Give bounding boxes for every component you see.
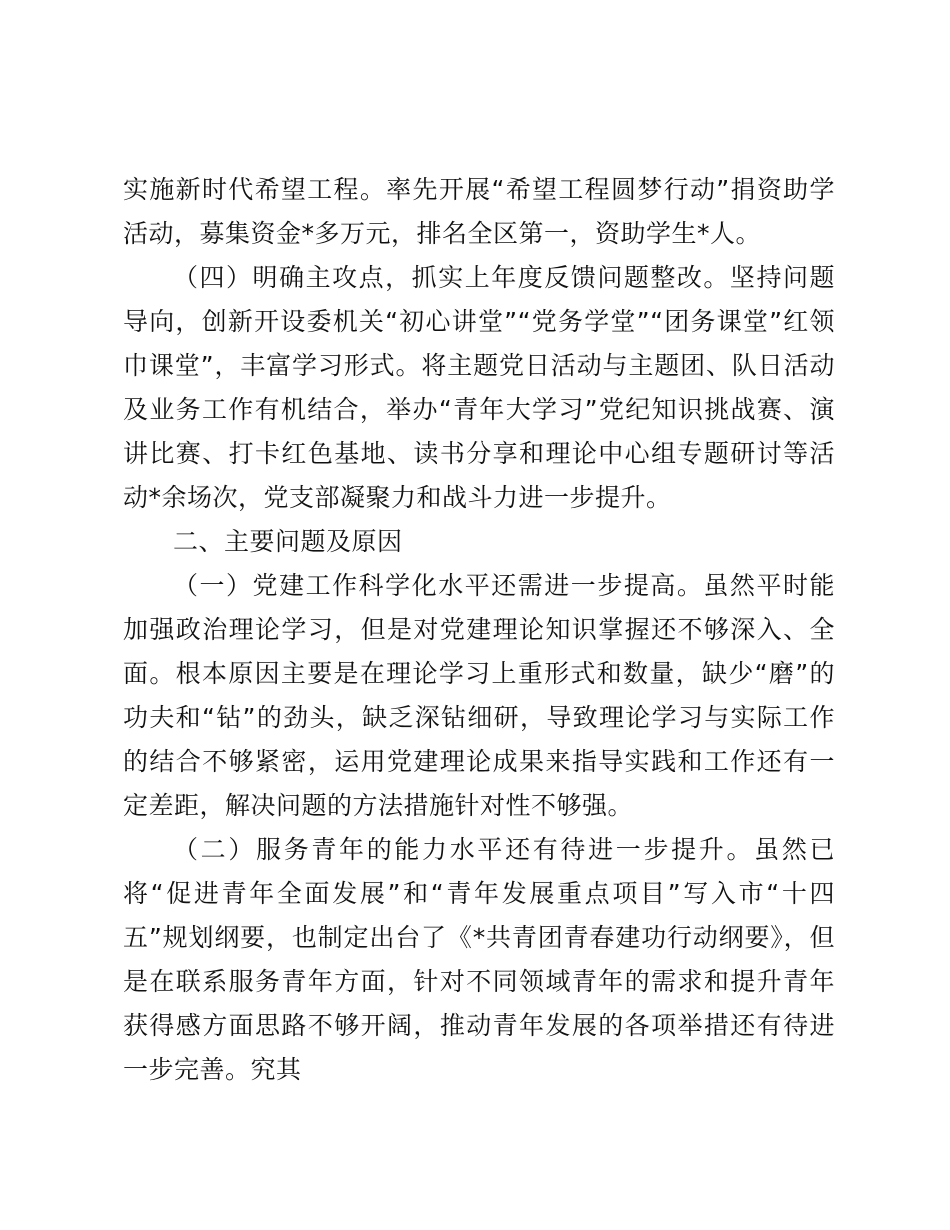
document-body: [123, 168, 835, 1092]
section-heading-problems: 二、主要问题及原因: [173, 527, 403, 556]
paragraph-section-4: （四）明确主攻点，抓实上年度反馈问题整改。坚持问题导向，创新开设委机关“初心讲堂”“党务学堂”“团务课堂”红领巾课堂”，丰富学习形式。将主题党日活动与主题团、队日活动及业务工作有机结合，举办“青年大学习”党纪知识挑战赛、演讲比赛、打卡红色基地、读书分享和理论中心组专题研讨等活动*余场次，党支部凝聚力和战斗力进一步提升。: [123, 263, 835, 512]
paragraph-problem-2: （二）服务青年的能力水平还有待进一步提升。虽然已将“促进青年全面发展”和“青年发展重点项目”写入市“十四五”规划纲要，也制定出台了《*共青团青春建功行动纲要》，但是在联系服务青年方面，针对不同领域青年的需求和提升青年获得感方面思路不够开阔，推动青年发展的各项举措还有待进一步完善。究其: [123, 835, 835, 1084]
paragraph-problem-1: （一）党建工作科学化水平还需进一步提高。虽然平时能加强政治理论学习，但是对党建理论知识掌握还不够深入、全面。根本原因主要是在理论学习上重形式和数量，缺少“磨”的功夫和“钻”的劲头，缺乏深钻细研，导致理论学习与实际工作的结合不够紧密，运用党建理论成果来指导实践和工作还有一定差距，解决问题的方法措施针对性不够强。: [123, 571, 835, 820]
paragraph-continuation: 实施新时代希望工程。率先开展“希望工程圆梦行动”捐资助学活动，募集资金*多万元，排名全区第一，资助学生*人。: [123, 175, 835, 248]
